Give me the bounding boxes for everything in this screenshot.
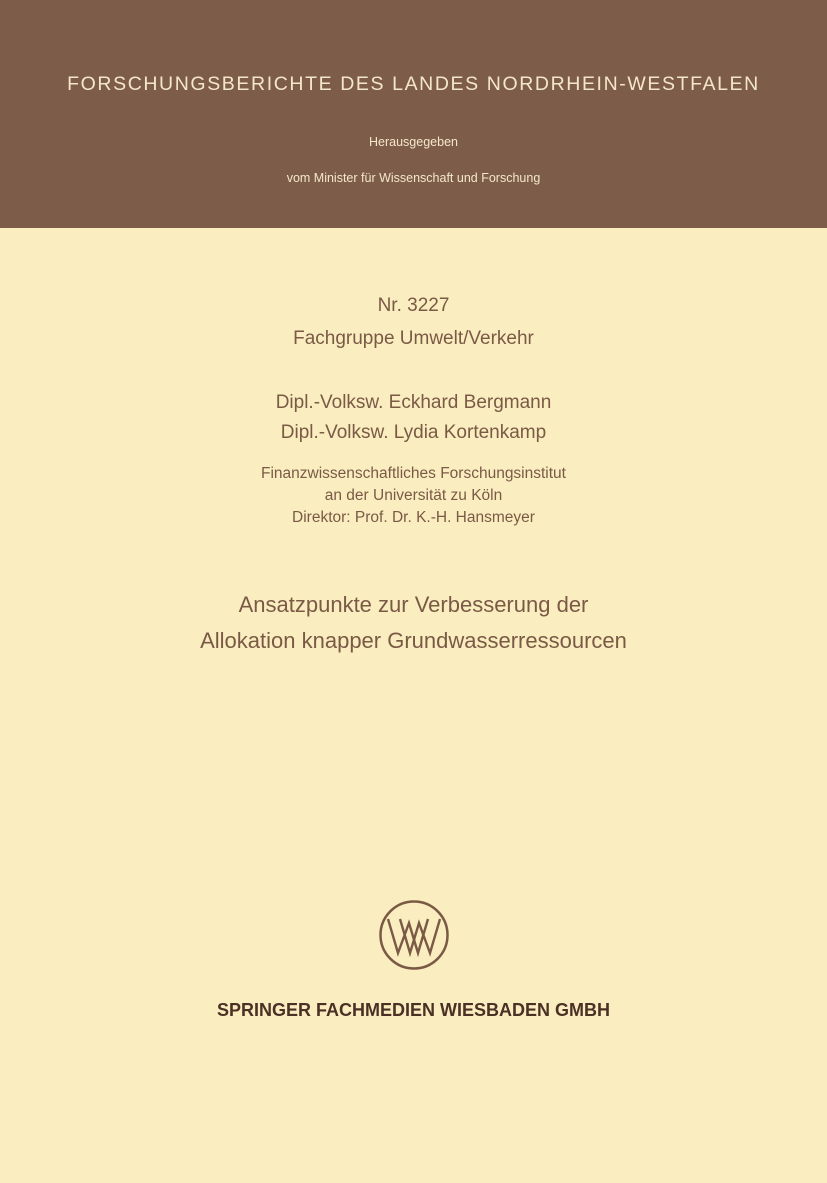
report-number: Nr. 3227 (377, 295, 450, 316)
institute-line-3: Direktor: Prof. Dr. K.-H. Hansmeyer (292, 509, 535, 526)
series-title: FORSCHUNGSBERICHTE DES LANDES NORDRHEIN-WESTFALEN (67, 73, 760, 95)
book-title-line-2: Allokation knapper Grundwasserressourcen (200, 628, 627, 653)
report-group: Fachgruppe Umwelt/Verkehr (293, 328, 534, 349)
institute-line-1: Finanzwissenschaftliches Forschungsinstitut (261, 465, 566, 482)
editor-line-1: Herausgegeben (369, 135, 458, 149)
book-title-line-1: Ansatzpunkte zur Verbesserung der (238, 592, 589, 617)
publisher-name: SPRINGER FACHMEDIEN WIESBADEN GMBH (216, 1000, 611, 1020)
author-2: Dipl.-Volksw. Lydia Kortenkamp (280, 422, 547, 443)
editor-line-2: vom Minister für Wissenschaft und Forschung (286, 171, 541, 185)
institute-line-2: an der Universität zu Köln (324, 487, 503, 504)
header-band (0, 0, 827, 228)
author-1: Dipl.-Volksw. Eckhard Bergmann (275, 392, 552, 413)
springer-vw-logo-icon (378, 899, 450, 971)
